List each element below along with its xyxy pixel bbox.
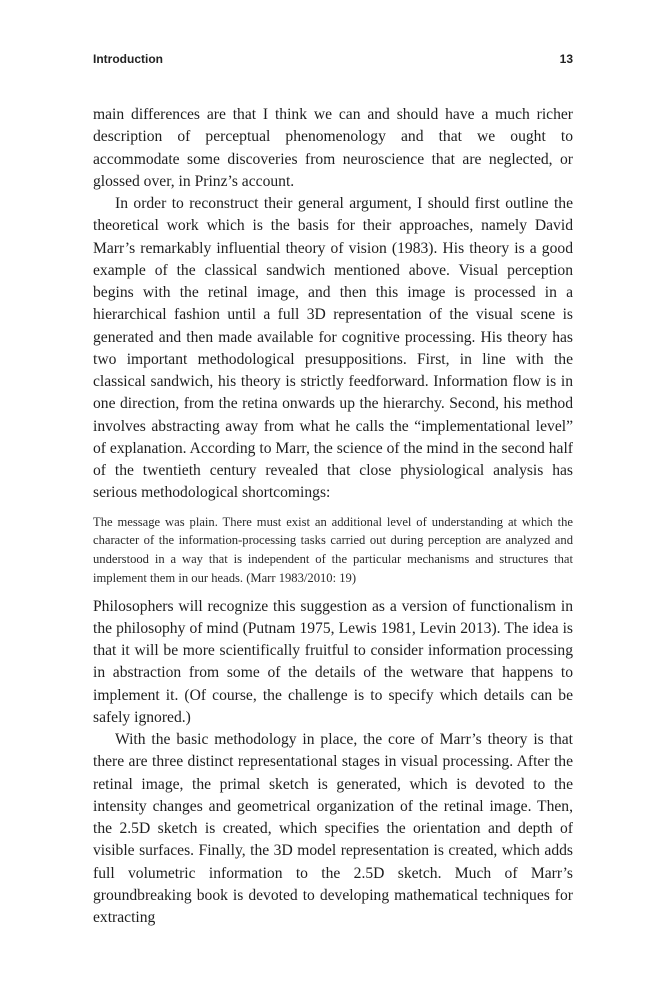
running-head — [93, 52, 573, 70]
paragraph-1: main differences are that I think we can and should have a much richer description of perceptual phenomenology and that we ought to accommodate some discoveries from neuroscience that are neglected, or glossed over, in Prinz’s account. — [93, 106, 573, 190]
paragraph-2: In order to reconstruct their general argument, I should first outline the theoretical work which is the basis for their approaches, namely David Marr’s remarkably influential theory of vision (1983). His theory is a good example of the classical sandwich mentioned above. Visual perception begins with the retinal image, and then this image is processed in a hierarchical fashion until a full 3D representation of the visual scene is generated and then made available for cognitive processing. His theory has two important methodological presuppositions. First, in line with the classical sandwich, his theory is strictly feedforward. Information flow is in one direction, from the retina onwards up the hierarchy. Second, his method involves abstracting away from what he calls the “implementational level” of explanation. According to Marr, the science of the mind in the second half of the twentieth century revealed that close physiological analysis has serious methodological shortcomings: — [93, 195, 573, 502]
paragraph-4: With the basic methodology in place, the core of Marr’s theory is that there are three distinct representational stages in visual processing. After the retinal image, the primal sketch is generated, which is devoted to the intensity changes and geometrical organization of the retinal image. Then, the 2.5D sketch is created, which specifies the orientation and depth of visible surfaces. Finally, the 3D model representation is created, which adds full volumetric information to the 2.5D sketch. Much of Marr’s groundbreaking book is devoted to developing mathematical techniques for extracting — [93, 731, 573, 927]
page-number: 13 — [559, 52, 573, 66]
body-text — [93, 104, 573, 929]
paragraph-3: Philosophers will recognize this suggestion as a version of functionalism in the philosophy of mind (Putnam 1975, Lewis 1981, Levin 2013). The idea is that it will be more scientifically fruitful to consider information processing in abstraction from some of the details of the wetware that happens to implement it. (Of course, the challenge is to specify which details can be safely ignored.) — [93, 597, 573, 726]
block-quote: The message was plain. There must exist an additional level of understanding at which the character of the information-processing tasks carried out during perception are analyzed and understood in a way that is independent of the particular mechanisms and structures that implement them in our heads. (Marr 1983/2010: 19) — [93, 514, 573, 585]
chapter-title: Introduction — [93, 52, 163, 66]
